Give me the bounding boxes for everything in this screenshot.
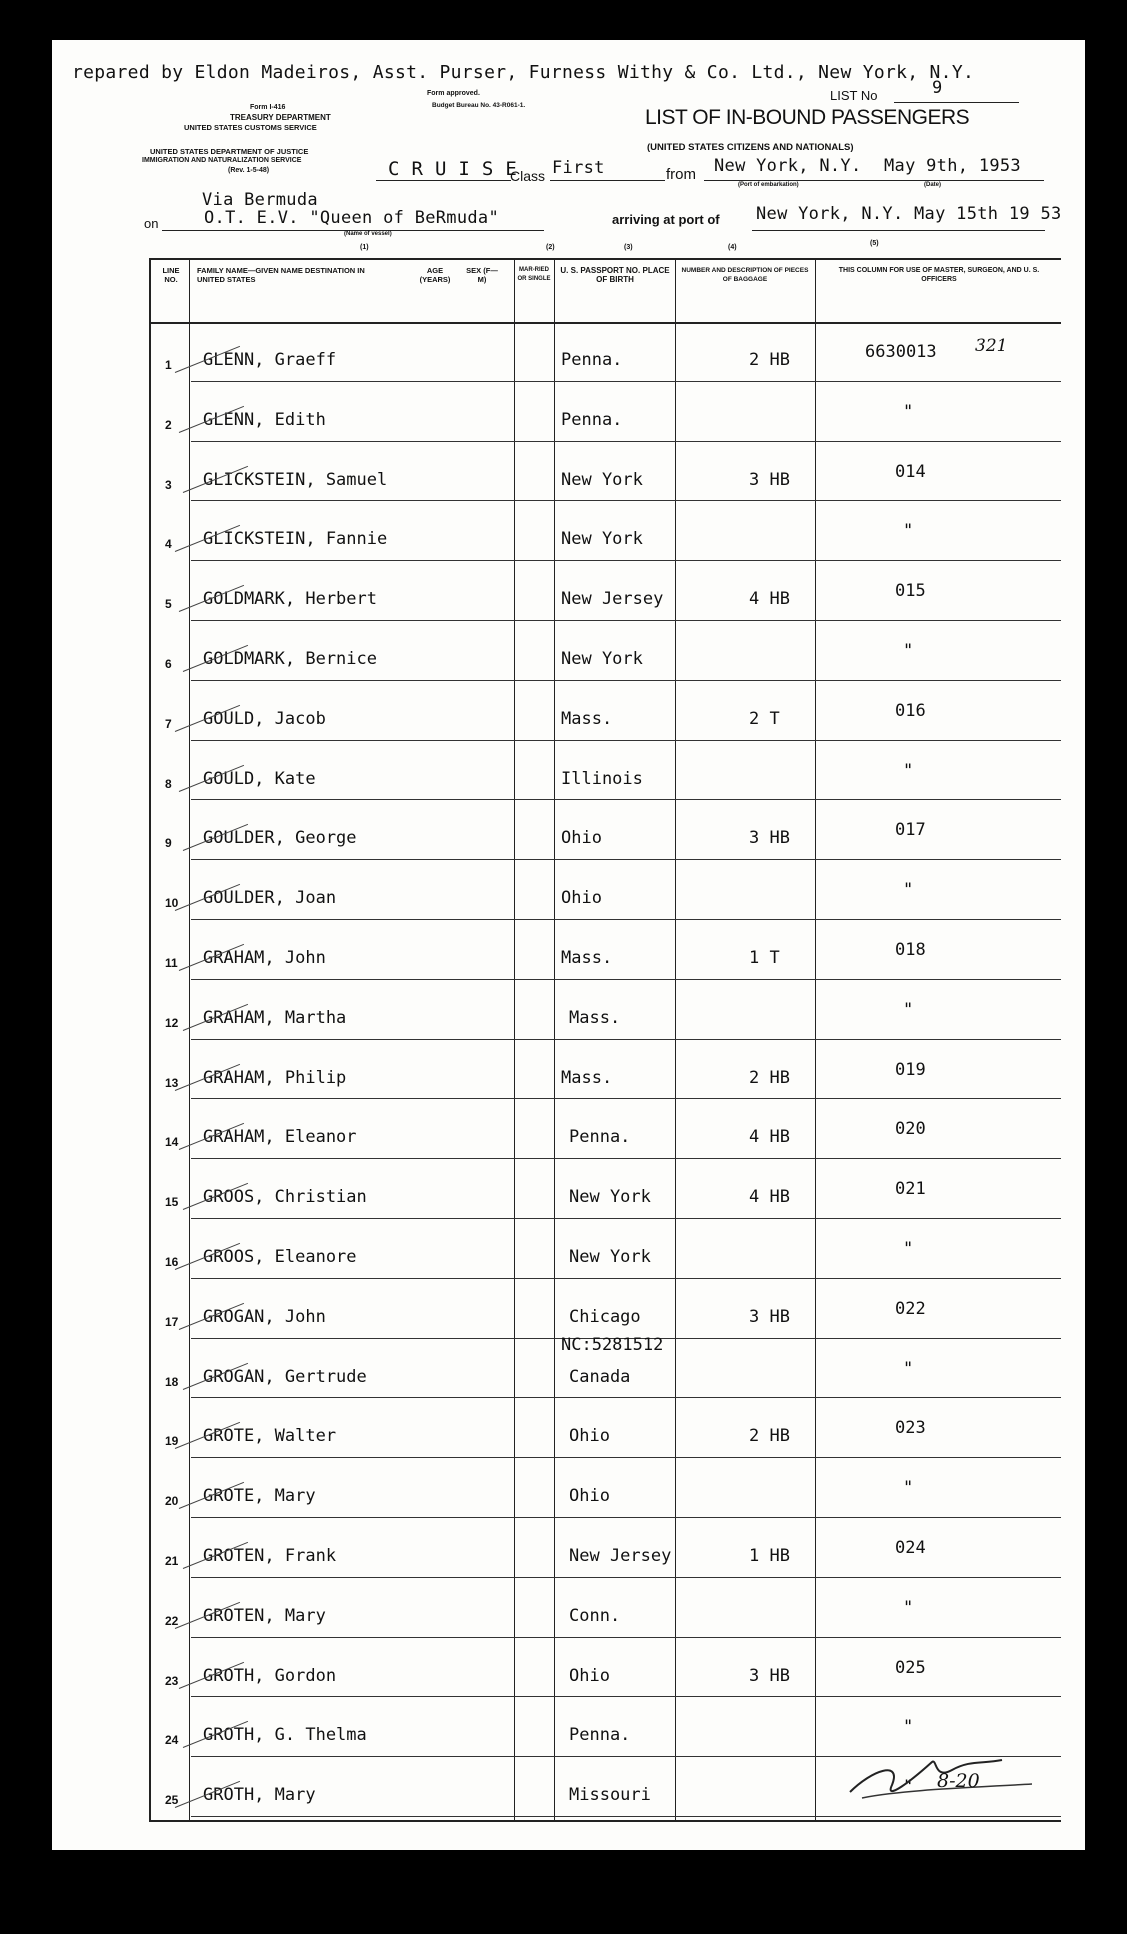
- line-number: 10: [165, 896, 179, 911]
- line-number: 5: [165, 597, 172, 612]
- revision: (Rev. 1-5-48): [228, 167, 270, 174]
- table-row: [151, 1219, 1061, 1279]
- place-of-birth: Mass.: [569, 1007, 621, 1028]
- table-row: [151, 681, 1061, 741]
- baggage-count: 4 HB: [749, 1187, 790, 1208]
- customs-service: UNITED STATES CUSTOMS SERVICE: [184, 123, 317, 132]
- list-number-label: LIST No: [830, 88, 878, 103]
- passenger-name: GROTH, G. Thelma: [203, 1725, 367, 1746]
- port-of-embarkation: New York, N.Y.: [714, 156, 862, 176]
- place-of-birth: Canada: [569, 1366, 631, 1387]
- passenger-name: GROOS, Eleanore: [203, 1247, 357, 1267]
- line-number: 20: [165, 1494, 179, 1509]
- table-row: [151, 741, 1061, 801]
- place-of-birth: Chicago: [569, 1306, 641, 1327]
- list-number-line: [894, 84, 1019, 103]
- place-of-birth: Penna.: [569, 1127, 631, 1148]
- table-row: [151, 920, 1061, 980]
- officer-use: 023: [895, 1418, 926, 1439]
- line-number: 4: [165, 537, 172, 552]
- officer-use: ": [903, 880, 914, 901]
- header-married: MAR-RIED OR SINGLE: [517, 267, 551, 282]
- line-number: 23: [165, 1673, 179, 1688]
- officer-use: ": [903, 641, 914, 661]
- officer-use: 019: [895, 1059, 926, 1080]
- port-caption: (Port of embarkation): [738, 182, 799, 188]
- baggage-count: 2 HB: [749, 1426, 790, 1447]
- header-officers: THIS COLUMN FOR USE OF MASTER, SURGEON, AND U. S. OFFICERS: [838, 267, 1040, 283]
- line-number: 13: [165, 1075, 179, 1090]
- prepared-by-line: repared by Eldon Madeiros, Asst. Purser, Furness Withy & Co. Ltd., New York, N.Y.: [72, 62, 975, 83]
- passenger-name: GROOS, Christian: [203, 1187, 367, 1208]
- table-row: [151, 382, 1061, 442]
- treasury-dept: TREASURY DEPARTMENT: [230, 113, 331, 122]
- passenger-name: GROTH, Mary: [203, 1785, 316, 1806]
- baggage-count: 3 HB: [749, 469, 790, 490]
- officer-use: ": [903, 760, 914, 781]
- place-of-birth: New York: [561, 649, 643, 669]
- line-number: 12: [165, 1015, 179, 1030]
- officer-use: 016: [895, 700, 926, 721]
- place-of-birth: Penna.: [561, 350, 623, 370]
- place-of-birth: Penna.: [561, 409, 623, 430]
- passenger-name: GRAHAM, John: [203, 948, 326, 968]
- line-number: 18: [165, 1374, 179, 1389]
- header-passport: U. S. PASSPORT NO. PLACE OF BIRTH: [560, 266, 670, 284]
- col-num-1: (1): [360, 244, 369, 251]
- officer-use: 6630013: [865, 342, 937, 362]
- passenger-name: GROTE, Mary: [203, 1486, 316, 1507]
- line-number: 9: [165, 836, 172, 851]
- passenger-name: GROTH, Gordon: [203, 1665, 337, 1686]
- passenger-name: GOLDMARK, Bernice: [203, 649, 377, 669]
- col-num-5: (5): [870, 240, 879, 247]
- table-row: [151, 621, 1061, 681]
- line-number: 7: [165, 716, 172, 731]
- passenger-name: GOULD, Jacob: [203, 708, 326, 729]
- passenger-name: GRAHAM, Eleanor: [203, 1127, 357, 1148]
- table-row: [151, 1279, 1061, 1339]
- table-row: [151, 322, 1061, 382]
- col-num-3: (3): [624, 244, 633, 251]
- manifest-page: [52, 40, 1085, 1850]
- officer-use: 025: [895, 1657, 926, 1678]
- passport-number: NC:5281512: [561, 1334, 664, 1355]
- table-row: [151, 1159, 1061, 1219]
- baggage-count: 4 HB: [749, 589, 790, 610]
- officer-use: 021: [895, 1179, 926, 1200]
- passenger-name: GOULD, Kate: [203, 768, 316, 789]
- table-row: [151, 800, 1061, 860]
- baggage-count: 3 HB: [749, 1306, 790, 1327]
- line-number: 15: [165, 1195, 179, 1210]
- passenger-name: GROTEN, Frank: [203, 1546, 337, 1566]
- line-number: 24: [165, 1733, 179, 1748]
- officer-use: ": [903, 999, 914, 1020]
- passenger-name: GRAHAM, Martha: [203, 1007, 347, 1028]
- place-of-birth: Ohio: [569, 1665, 610, 1686]
- passenger-name: GLICKSTEIN, Samuel: [203, 469, 388, 490]
- place-of-birth: Ohio: [569, 1426, 610, 1447]
- officer-use: ": [903, 1239, 914, 1259]
- officer-use: ": [903, 1777, 914, 1798]
- header-sex: SEX (F—M): [466, 266, 498, 284]
- passenger-name: GLENN, Graeff: [203, 350, 337, 370]
- baggage-count: 2 T: [749, 708, 780, 729]
- officer-use: 014: [895, 461, 926, 482]
- place-of-birth: New Jersey: [569, 1546, 672, 1566]
- table-row: [151, 501, 1061, 561]
- baggage-count: 1 HB: [749, 1546, 790, 1566]
- passenger-name: GOLDMARK, Herbert: [203, 589, 377, 610]
- handwritten-number: 321: [975, 336, 1008, 356]
- baggage-count: 2 HB: [749, 350, 790, 370]
- passenger-table: [149, 258, 1061, 1822]
- officer-use: 017: [895, 820, 926, 841]
- place-of-birth: New York: [569, 1187, 651, 1208]
- form-approved: Form approved.: [427, 90, 480, 97]
- passenger-name: GLENN, Edith: [203, 409, 326, 430]
- place-of-birth: New Jersey: [561, 589, 664, 610]
- officer-use: 022: [895, 1298, 926, 1319]
- signature-date: 8-20: [937, 1770, 980, 1792]
- officer-use: 020: [895, 1119, 926, 1140]
- officer-use: 018: [895, 940, 926, 960]
- form-number: Form I-416: [250, 104, 286, 111]
- class-value: First: [552, 158, 605, 178]
- passenger-name: GOULDER, Joan: [203, 888, 337, 909]
- officer-use: ": [903, 521, 914, 542]
- list-subtitle: (UNITED STATES CITIZENS AND NATIONALS): [647, 142, 854, 153]
- passenger-name: GOULDER, George: [203, 828, 357, 849]
- table-header: [151, 260, 1061, 324]
- header-baggage: NUMBER AND DESCRIPTION OF PIECES OF BAGGAGE: [681, 267, 809, 283]
- line-number: 8: [165, 776, 172, 791]
- line-number: 6: [165, 657, 172, 671]
- passenger-name: GLICKSTEIN, Fannie: [203, 529, 388, 550]
- table-row: [151, 1518, 1061, 1578]
- place-of-birth: New York: [569, 1247, 651, 1267]
- from-label: from: [666, 166, 696, 183]
- list-title: LIST OF IN-BOUND PASSENGERS: [645, 106, 970, 129]
- vessel-name: O.T. E.V. "Queen of BeRmuda": [204, 208, 499, 228]
- table-row: [151, 561, 1061, 621]
- officer-use: ": [903, 401, 914, 422]
- officer-use: 015: [895, 581, 926, 602]
- passenger-name: GRAHAM, Philip: [203, 1067, 347, 1088]
- passenger-name: GROTEN, Mary: [203, 1605, 326, 1626]
- passenger-name: GROTE, Walter: [203, 1426, 337, 1447]
- col-num-4: (4): [728, 244, 737, 251]
- place-of-birth: New York: [561, 529, 643, 550]
- cruise-label: C R U I S E: [388, 158, 518, 180]
- baggage-count: 3 HB: [749, 828, 790, 849]
- baggage-count: 3 HB: [749, 1665, 790, 1686]
- table-row: [151, 1458, 1061, 1518]
- arriving-port-date: New York, N.Y. May 15th 19 53: [756, 204, 1062, 224]
- place-of-birth: Ohio: [561, 888, 602, 909]
- officer-use: ": [903, 1717, 914, 1738]
- place-of-birth: Ohio: [569, 1486, 610, 1507]
- col-num-2: (2): [546, 244, 555, 251]
- line-number: 16: [165, 1255, 179, 1269]
- line-number: 22: [165, 1613, 179, 1628]
- place-of-birth: New York: [561, 469, 643, 490]
- table-row: [151, 860, 1061, 920]
- line-number: 11: [165, 956, 178, 970]
- passenger-name: GROGAN, Gertrude: [203, 1366, 367, 1387]
- table-row: [151, 1638, 1061, 1698]
- header-name: FAMILY NAME—GIVEN NAME DESTINATION IN UNITED STATES: [197, 266, 365, 284]
- line-number: 21: [165, 1554, 179, 1568]
- header-line-no: LINE NO.: [162, 266, 180, 284]
- line-number: 1: [165, 358, 172, 372]
- list-number: 9: [932, 78, 943, 98]
- class-label: Class: [510, 168, 546, 184]
- place-of-birth: Missouri: [569, 1785, 651, 1806]
- officer-use: 024: [895, 1538, 926, 1558]
- table-row: [151, 1578, 1061, 1638]
- place-of-birth: Mass.: [561, 708, 613, 729]
- table-row: [151, 1040, 1061, 1100]
- place-of-birth: Ohio: [561, 828, 602, 849]
- departure-date: May 9th, 1953: [884, 156, 1021, 176]
- passenger-name: GROGAN, John: [203, 1306, 326, 1327]
- officer-use: ": [903, 1358, 914, 1379]
- via-bermuda: Via Bermuda: [202, 190, 318, 210]
- baggage-count: 1 T: [749, 948, 780, 968]
- place-of-birth: Illinois: [561, 768, 643, 789]
- justice-dept: UNITED STATES DEPARTMENT OF JUSTICE: [150, 147, 309, 156]
- arriving-label: arriving at port of: [612, 212, 720, 227]
- place-of-birth: Penna.: [569, 1725, 631, 1746]
- vessel-caption: (Name of vessel): [344, 231, 392, 237]
- line-number: 3: [165, 477, 172, 492]
- table-row: [151, 1398, 1061, 1458]
- baggage-count: 2 HB: [749, 1067, 790, 1088]
- line-number: 2: [165, 417, 172, 432]
- line-number: 19: [165, 1434, 179, 1449]
- line-number: 25: [165, 1793, 179, 1808]
- officer-use: ": [903, 1478, 914, 1499]
- header-age: AGE (YEARS): [419, 266, 451, 284]
- date-caption: (Date): [924, 182, 942, 188]
- place-of-birth: Mass.: [561, 948, 613, 968]
- table-row: [151, 1099, 1061, 1159]
- table-row: [151, 442, 1061, 502]
- budget-bureau: Budget Bureau No. 43-R061-1.: [432, 102, 526, 109]
- immigration-service: IMMIGRATION AND NATURALIZATION SERVICE: [142, 157, 302, 164]
- place-of-birth: Conn.: [569, 1605, 621, 1626]
- table-row: [151, 980, 1061, 1040]
- line-number: 14: [165, 1135, 179, 1150]
- place-of-birth: Mass.: [561, 1067, 613, 1088]
- cruise-line: [376, 162, 511, 181]
- on-label: on: [144, 216, 159, 231]
- officer-use: ": [903, 1597, 914, 1618]
- table-row: [151, 1334, 1061, 1399]
- line-number: 17: [165, 1314, 179, 1329]
- baggage-count: 4 HB: [749, 1127, 790, 1148]
